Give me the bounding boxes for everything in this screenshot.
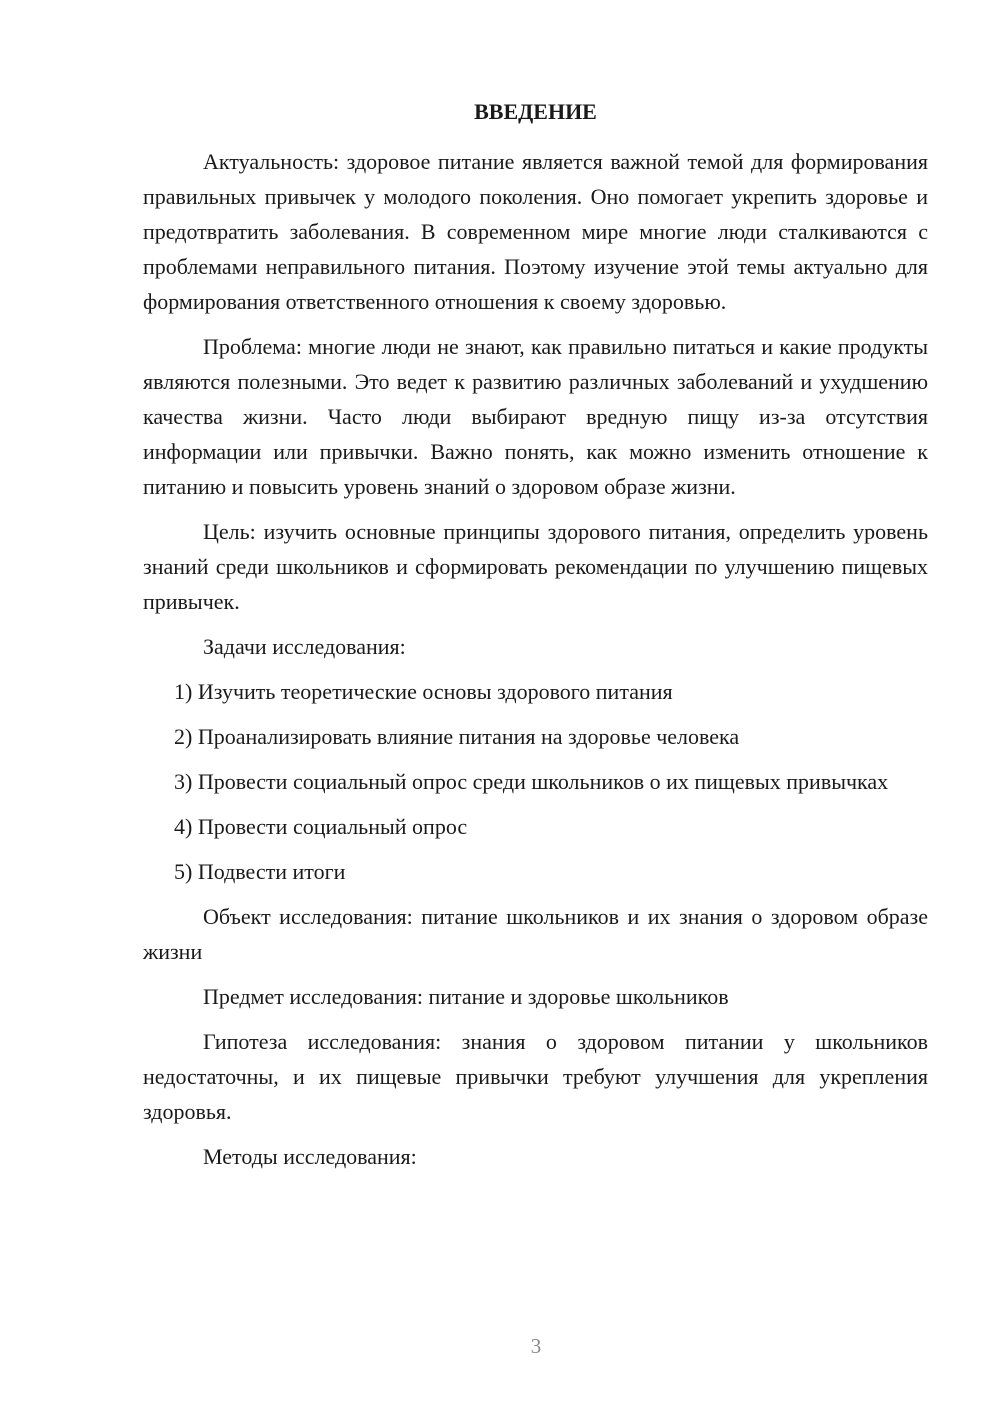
subject-paragraph: Предмет исследования: питание и здоровье школьников — [203, 984, 729, 1009]
task-item-4: 4) Провести социальный опрос — [174, 814, 468, 839]
object-paragraph: Объект исследования: питание школьников и их знания о здоровом образе жизни — [143, 904, 928, 964]
task-item-1: 1) Изучить теоретические основы здорового питания — [174, 679, 673, 704]
tasks-heading: Задачи исследования: — [203, 634, 406, 659]
page-number: 3 — [530, 1334, 542, 1358]
document-page — [143, 94, 928, 1184]
task-item-2: 2) Проанализировать влияние питания на здоровье человека — [174, 724, 740, 749]
problem-paragraph: Проблема: многие люди не знают, как правильно питаться и какие продукты являются полезными. Это ведет к развитию различных заболеваний и ухудшению качества жизни. Часто люди выбирают вредную пищу из-за отсутствия информации или привычки. Важно понять, как можно изменить отношение к питанию и повысить уровень знаний о здоровом образе жизни. — [143, 334, 928, 499]
page-title: ВВЕДЕНИЕ — [474, 99, 597, 124]
goal-paragraph: Цель: изучить основные принципы здорового питания, определить уровень знаний среди школьников и сформировать рекомендации по улучшению пищевых привычек. — [143, 519, 928, 614]
relevance-paragraph: Актуальность: здоровое питание является важной темой для формирования правильных привычек у молодого поколения. Оно помогает укрепить здоровье и предотвратить заболевания. В современном мире многие люди сталкиваются с проблемами неправильного питания. Поэтому изучение этой темы актуально для формирования ответственного отношения к своему здоровью. — [143, 149, 928, 314]
hypothesis-paragraph: Гипотеза исследования: знания о здоровом питании у школьников недостаточны, и их пищевые привычки требуют улучшения для укрепления здоровья. — [143, 1029, 928, 1124]
methods-heading: Методы исследования: — [203, 1144, 417, 1169]
task-item-3: 3) Провести социальный опрос среди школьников о их пищевых привычках — [174, 769, 889, 794]
task-item-5: 5) Подвести итоги — [174, 859, 346, 884]
